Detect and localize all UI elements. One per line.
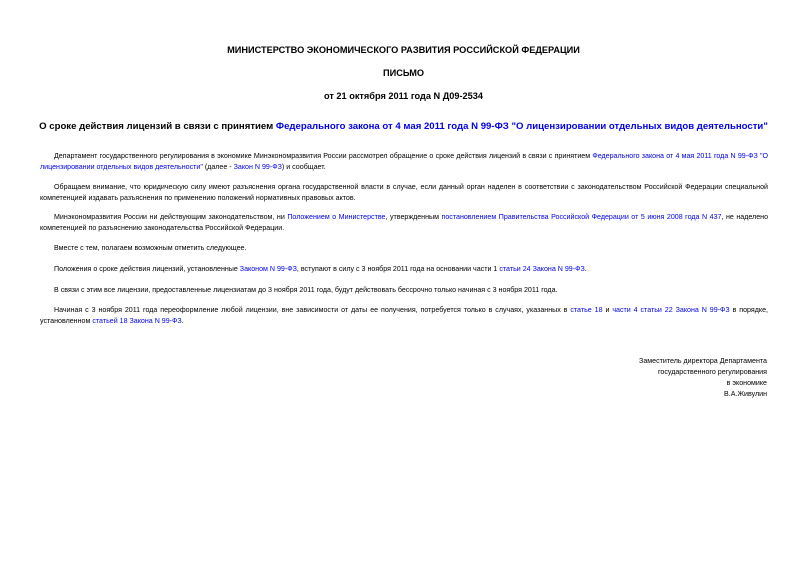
p1-law-link[interactable]: Федерального закона от 4 мая 2011 года N 99-ФЗ "О лицензировании отдельных видов деятельности" <box>40 152 768 171</box>
p3-text-3: , не наделено компетенцией по разъяснению законодательства Российской Федерации. <box>40 213 769 232</box>
p7-article-22-link[interactable]: части 4 статьи 22 Закона N 99-ФЗ <box>612 306 730 314</box>
p5-article-link[interactable]: статьи 24 Закона N 99-ФЗ <box>499 265 585 273</box>
p7-text-4: . <box>181 316 184 325</box>
paragraph-3 <box>40 212 768 234</box>
p3-text-2: , утвержденным <box>385 213 442 221</box>
paragraph-1 <box>40 151 768 173</box>
p1-text-3: ) и сообщает. <box>281 162 326 171</box>
p3-text-1: Минэкономразвития России ни действующим законодательством, ни <box>54 213 288 221</box>
document-date-number: от 21 октября 2011 года N Д09-2534 <box>324 91 483 101</box>
paragraph-6: В связи с этим все лицензии, предоставленные лицензиатам до 3 ноября 2011 года, будут действовать бессрочно только начиная с 3 ноября 2011 года. <box>54 286 558 294</box>
p7-text-1: Начиная с 3 ноября 2011 года переоформление любой лицензии, вне зависимости от даты ее получения, потребуется только в случаях, указанных в <box>54 306 571 314</box>
signature-department: государственного регулирования <box>657 368 767 376</box>
p1-text-2: (далее - <box>202 162 234 171</box>
p1-text-1: Департамент государственного регулирования в экономике Минэкономразвития России рассмотрел обращение о сроке действия лицензий в связи с принятием <box>54 152 593 160</box>
ministry-name: МИНИСТЕРСТВО ЭКОНОМИЧЕСКОГО РАЗВИТИЯ РОССИЙСКОЙ ФЕДЕРАЦИИ <box>227 45 580 55</box>
signature-department-area: в экономике <box>726 379 767 387</box>
p7-text-3: в порядке, установленном <box>40 306 768 325</box>
p7-text-2: и <box>602 306 613 314</box>
paragraph-7 <box>40 305 768 327</box>
p7-article-18-link[interactable]: статье 18 <box>570 306 603 314</box>
paragraph-5 <box>40 264 768 275</box>
signatory-name: В.А.Живулин <box>724 390 767 398</box>
document-subject <box>0 121 807 132</box>
paragraph-2: Обращаем внимание, что юридическую силу имеют разъяснения органа государственной власти в случае, если данный орган наделен в соответствии с законодательством Российской Федерации специальной компетенцией издавать разъяснения по применению положений нормативных правовых актов. <box>40 183 768 202</box>
subject-law-link[interactable]: Федерального закона от 4 мая 2011 года N 99-ФЗ "О лицензировании отдельных видов деятельности" <box>275 121 768 132</box>
p5-text-2: , вступают в силу с 3 ноября 2011 года на основании части 1 <box>296 265 500 273</box>
paragraph-4: Вместе с тем, полагаем возможным отметить следующее. <box>54 244 247 252</box>
p7-article-18-law-link[interactable]: статьей 18 Закона N 99-ФЗ <box>92 316 182 325</box>
p3-resolution-link[interactable]: постановлением Правительства Российской Федерации от 5 июня 2008 года N 437 <box>441 213 722 221</box>
signature-position: Заместитель директора Департамента <box>639 357 767 365</box>
p3-regulation-link[interactable]: Положением о Министерстве <box>287 213 386 221</box>
p5-text-1: Положения о сроке действия лицензий, установленные <box>54 265 240 273</box>
document-type: ПИСЬМО <box>382 68 425 78</box>
p5-law-link[interactable]: Законом N 99-ФЗ <box>239 265 297 273</box>
p1-short-law-link[interactable]: Закон N 99-ФЗ <box>233 162 282 171</box>
p5-text-3: . <box>584 265 587 273</box>
subject-prefix: О сроке действия лицензий в связи с принятием <box>39 121 276 132</box>
